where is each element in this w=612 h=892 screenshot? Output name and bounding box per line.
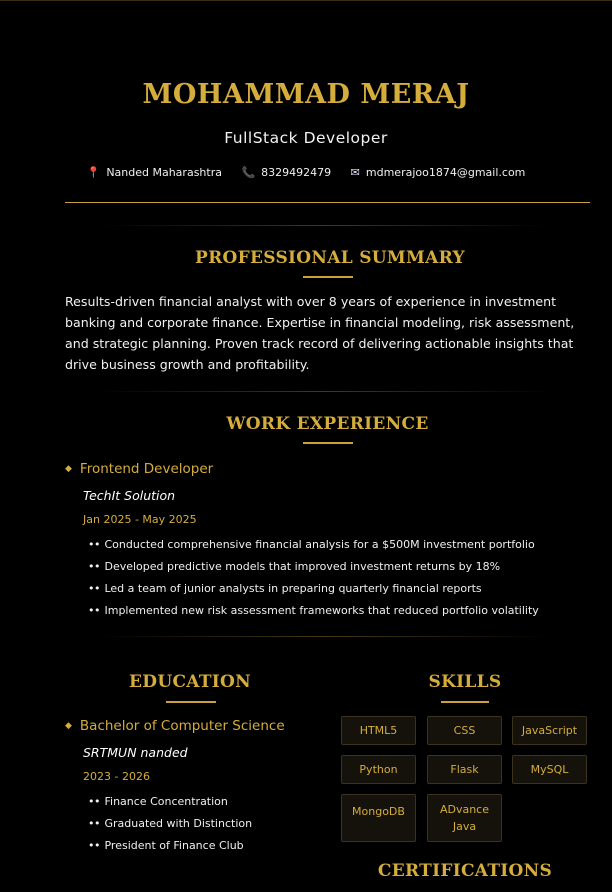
contact-email[interactable]	[351, 166, 526, 179]
diamond-bullet-icon: ◆	[65, 464, 72, 474]
diamond-bullet-icon: ◆	[65, 721, 72, 731]
summary-text: Results-driven financial analyst with over 8 years of experience in investment banking and corporate finance. Expertise in financial modeling, risk assessment, and strategic planning. Proven track record of delivering actionable insights that drive business growth and profitability.	[65, 294, 575, 372]
skill-tag: CSS	[427, 716, 502, 745]
envelope-icon: ✉	[350, 166, 360, 179]
list-item: • • Finance Concentration	[88, 791, 252, 813]
list-item: • • Led a team of junior analysts in preparing quarterly financial reports	[88, 578, 539, 600]
skill-tag: JavaScript	[512, 716, 587, 745]
contact-phone	[241, 166, 331, 179]
experience-heading-underline	[303, 442, 353, 444]
job-bullet-list	[88, 534, 539, 622]
education-heading-underline	[166, 701, 216, 703]
education-bullet-list	[88, 791, 252, 857]
list-item: • • Implemented new risk assessment frameworks that reduced portfolio volatility	[88, 600, 539, 622]
section-divider	[100, 636, 550, 637]
phone-text: 8329492479	[261, 166, 332, 179]
email-text[interactable]: mdmerajoo1874@gmail.com	[365, 166, 526, 179]
job-dates: Jan 2025 - May 2025	[83, 513, 197, 526]
skill-tag: Flask	[427, 755, 502, 784]
skill-tag: ADvance Java	[427, 794, 502, 842]
list-item: • • Graduated with Distinction	[88, 813, 252, 835]
skill-tag: HTML5	[341, 716, 416, 745]
job-title	[65, 461, 213, 477]
education-dates: 2023 - 2026	[83, 770, 150, 783]
degree-title	[65, 718, 285, 734]
school-name: SRTMUN nanded	[83, 745, 188, 760]
summary-heading-underline	[303, 276, 353, 278]
experience-heading: WORK EXPERIENCE	[226, 414, 429, 434]
header-divider	[65, 202, 590, 203]
degree-text: Bachelor of Computer Science	[79, 718, 285, 734]
skills-heading: SKILLS	[428, 672, 502, 692]
phone-icon: 📞	[241, 166, 256, 179]
skill-tag: MongoDB	[341, 794, 416, 842]
list-item: • • Conducted comprehensive financial analysis for a $500M investment portfolio	[88, 534, 539, 556]
summary-heading: PROFESSIONAL SUMMARY	[195, 248, 465, 268]
section-divider	[100, 391, 550, 392]
section-divider	[100, 225, 550, 226]
skill-tag: Python	[341, 755, 416, 784]
map-pin-icon: 📍	[86, 166, 101, 179]
certifications-heading: CERTIFICATIONS	[377, 861, 553, 881]
contact-bar	[0, 166, 612, 179]
education-heading: EDUCATION	[129, 672, 251, 692]
list-item: • • President of Finance Club	[88, 835, 252, 857]
candidate-role: FullStack Developer	[224, 129, 388, 147]
skill-tag: MySQL	[512, 755, 587, 784]
location-text: Nanded Maharashtra	[106, 166, 222, 179]
contact-location	[87, 166, 222, 179]
job-title-text: Frontend Developer	[79, 461, 214, 477]
job-company: TechIt Solution	[83, 488, 176, 503]
candidate-name: MOHAMMAD MERAJ	[142, 79, 470, 110]
skills-heading-underline	[441, 701, 489, 703]
list-item: • • Developed predictive models that improved investment returns by 18%	[88, 556, 539, 578]
